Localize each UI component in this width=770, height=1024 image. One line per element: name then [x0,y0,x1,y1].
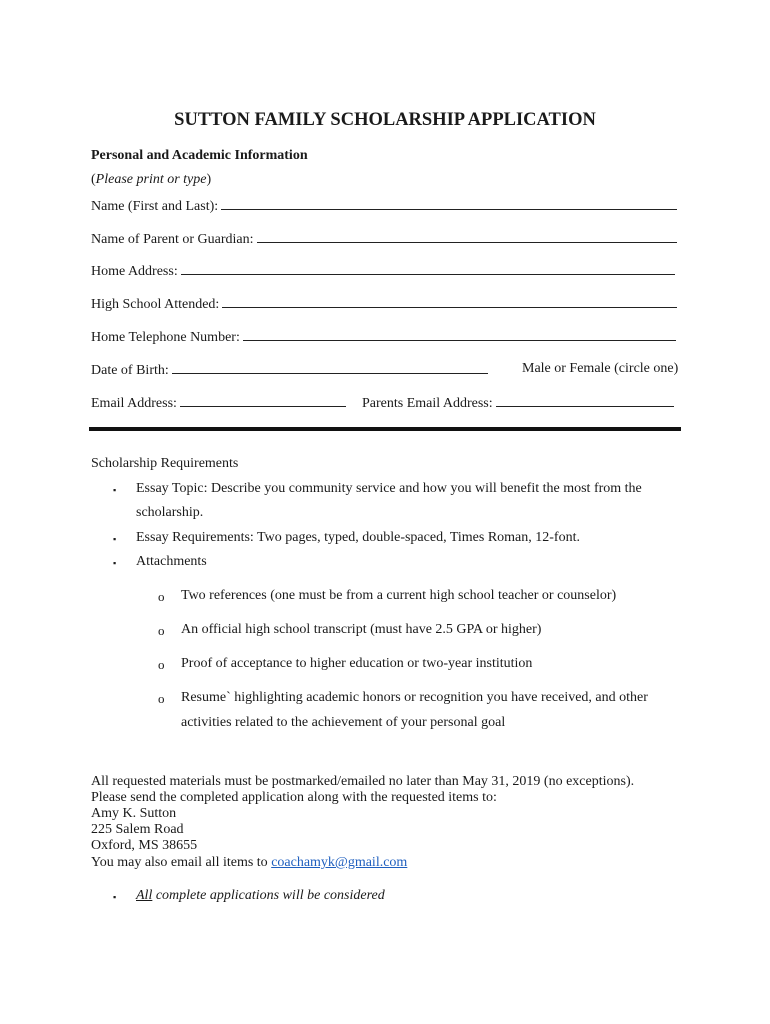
bullet-square: ▪ [113,892,117,902]
bullet-square: ▪ [113,485,117,495]
final-note-rest: complete applications will be considered [152,888,385,903]
page-title: SUTTON FAMILY SCHOLARSHIP APPLICATION [174,110,596,130]
attachment-acceptance: Proof of acceptance to higher education or two-year institution [181,656,533,671]
name-field [91,197,677,215]
bullet-square: ▪ [113,534,117,544]
requirements-heading: Scholarship Requirements [91,456,239,471]
parents-email-field [362,394,674,412]
email-input-line[interactable] [180,394,346,407]
recipient-street: 225 Salem Road [91,822,184,837]
name-input-line[interactable] [221,197,677,210]
section-divider [89,427,681,431]
email-prefix: You may also email all items to [91,855,272,870]
telephone-label: Home Telephone Number: [91,330,240,345]
email-label: Email Address: [91,396,177,411]
bullet-circle: o [158,589,165,604]
gender-field[interactable]: Male or Female (circle one) [522,361,679,376]
parent-input-line[interactable] [257,230,677,243]
attachment-resume: Resume` highlighting academic honors or recognition you have received, and other [181,690,648,705]
parents-email-label: Parents Email Address: [362,396,493,411]
print-note [91,172,211,188]
address-field [91,262,675,280]
address-input-line[interactable] [181,262,675,275]
telephone-input-line[interactable] [243,328,676,341]
recipient-name: Amy K. Sutton [91,806,177,821]
email-field [91,394,346,412]
requirement-essay-topic: Essay Topic: Describe you community service and how you will benefit the most from the [136,481,642,496]
parents-email-input-line[interactable] [496,394,674,407]
print-note-close: ) [206,172,212,187]
telephone-field [91,328,676,346]
final-note [136,888,385,904]
attachment-references: Two references (one must be from a current high school teacher or counselor) [181,588,617,603]
attachment-resume-cont: activities related to the achievement of your personal goal [181,715,506,730]
deadline-text: All requested materials must be postmarked/emailed no later than May 31, 2019 (no exceptions). [91,774,635,789]
recipient-city: Oxford, MS 38655 [91,838,198,853]
requirement-attachments: Attachments [136,554,207,569]
bullet-circle: o [158,623,165,638]
name-label: Name (First and Last): [91,199,219,214]
bullet-square: ▪ [113,558,117,568]
email-line [91,855,407,871]
send-to-text: Please send the completed application along with the requested items to: [91,790,497,805]
section-heading: Personal and Academic Information [91,148,308,163]
dob-label: Date of Birth: [91,363,169,378]
high-school-input-line[interactable] [222,295,677,308]
attachment-transcript: An official high school transcript (must have 2.5 GPA or higher) [181,622,542,637]
bullet-circle: o [158,691,165,706]
final-note-emphasis: All [136,888,153,903]
address-label: Home Address: [91,264,178,279]
print-note-text: Please print or type [95,172,207,187]
email-link[interactable]: coachamyk@gmail.com [271,855,408,870]
parent-label: Name of Parent or Guardian: [91,232,254,247]
requirement-essay-topic-cont: scholarship. [136,505,204,520]
print-note-open: ( [91,172,96,187]
dob-field [91,361,488,379]
high-school-label: High School Attended: [91,297,220,312]
parent-field [91,230,677,248]
dob-input-line[interactable] [172,361,488,374]
requirement-essay-format: Essay Requirements: Two pages, typed, double-spaced, Times Roman, 12-font. [136,530,580,545]
high-school-field [91,295,677,313]
bullet-circle: o [158,657,165,672]
